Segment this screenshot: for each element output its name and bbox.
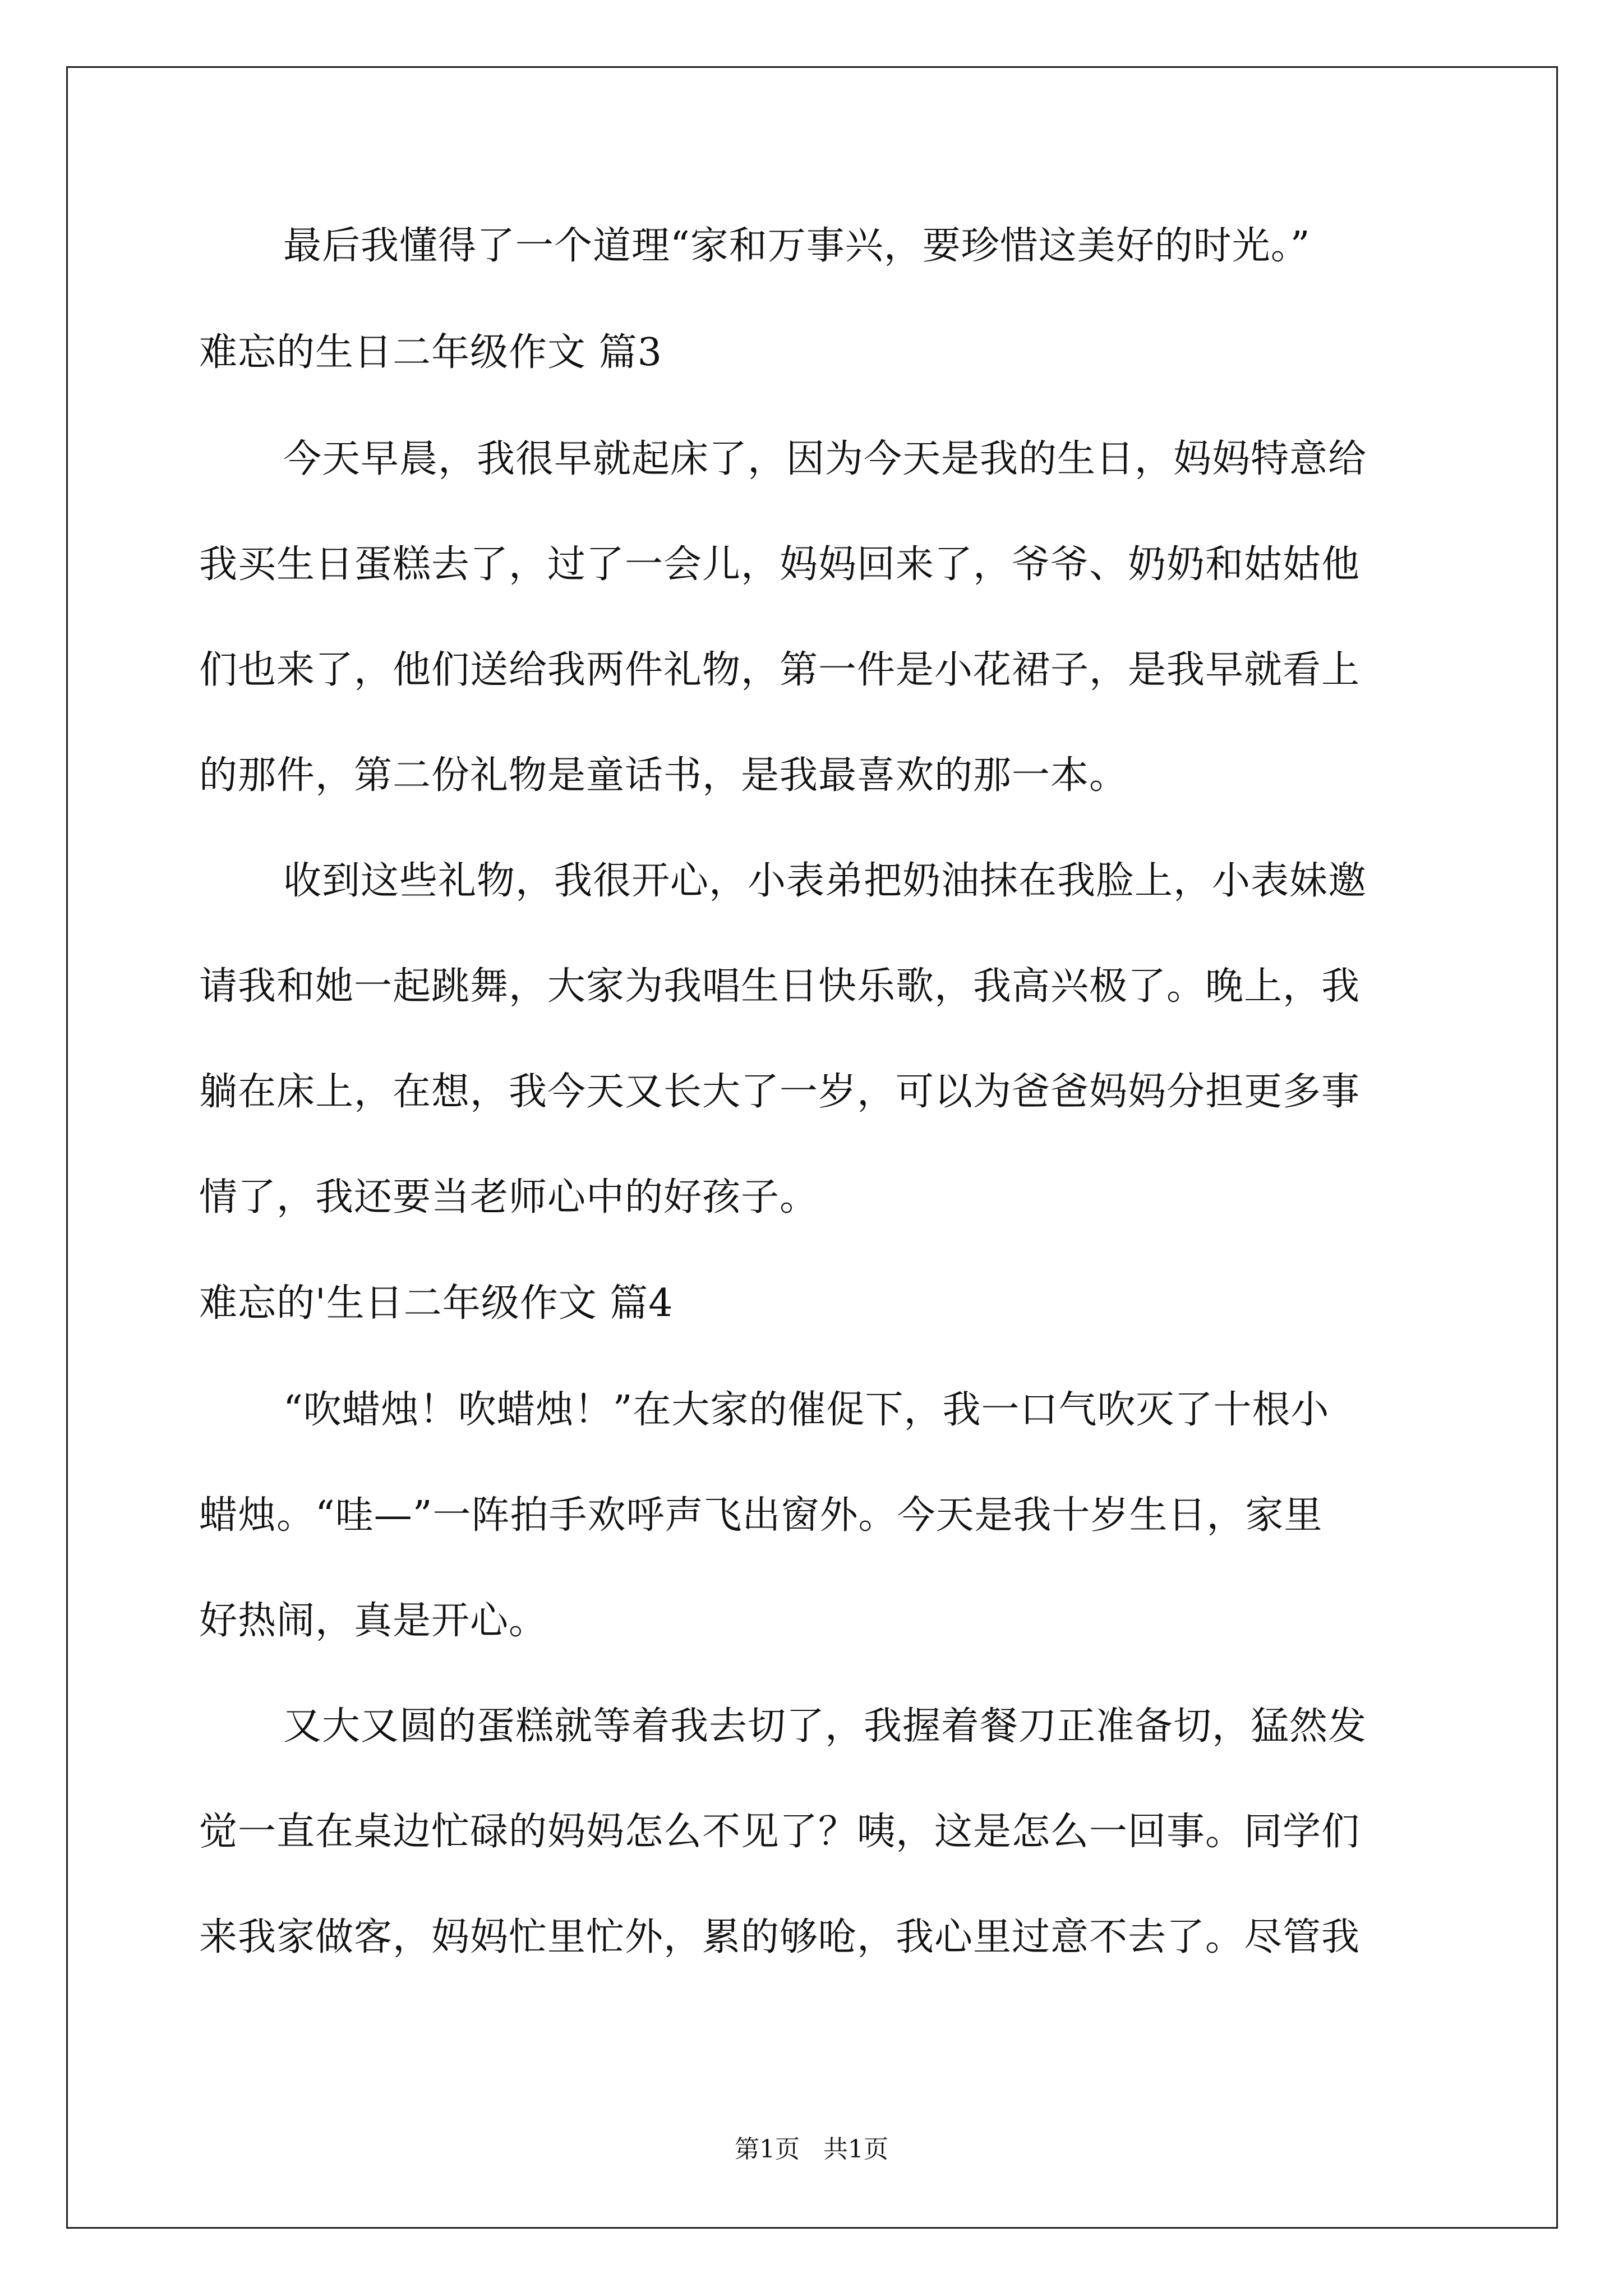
text-line: 最后我懂得了一个道理“家和万事兴，要珍惜这美好的时光。” xyxy=(283,224,1311,268)
text-line: 蜡烛。“哇—”一阵拍手欢呼声飞出窗外。今天是我十岁生日，家里 xyxy=(199,1493,1323,1538)
text-line: 躺在床上，在想，我今天又长大了一岁，可以为爸爸妈妈分担更多事 xyxy=(199,1070,1361,1114)
text-line: “吹蜡烛！吹蜡烛！”在大家的催促下，我一口气吹灭了十根小 xyxy=(283,1388,1330,1432)
text-line: 觉一直在桌边忙碌的妈妈怎么不见了？咦，这是怎么一回事。同学们 xyxy=(199,1810,1361,1854)
text-line: 请我和她一起跳舞，大家为我唱生日快乐歌，我高兴极了。晚上，我 xyxy=(199,964,1361,1009)
text-line: 好热闹，真是开心。 xyxy=(199,1599,548,1643)
text-line: 们也来了，他们送给我两件礼物，第一件是小花裙子，是我早就看上 xyxy=(199,648,1361,692)
section-heading: 难忘的'生日二年级作文 篇4 xyxy=(199,1281,674,1326)
page-border xyxy=(66,66,1558,2229)
text-line: 我买生日蛋糕去了，过了一会儿，妈妈回来了，爷爷、奶奶和姑姑他 xyxy=(199,542,1361,587)
page-number-total: 共1页 xyxy=(823,2135,888,2164)
page-number-current: 第1页 xyxy=(735,2135,800,2164)
text-line: 情了，我还要当老师心中的好孩子。 xyxy=(199,1175,819,1220)
section-heading: 难忘的生日二年级作文 篇3 xyxy=(199,330,662,375)
text-line: 来我家做客，妈妈忙里忙外，累的够呛，我心里过意不去了。尽管我 xyxy=(199,1915,1361,1959)
text-line: 又大又圆的蛋糕就等着我去切了，我握着餐刀正准备切，猛然发 xyxy=(283,1704,1367,1749)
text-line: 的那件，第二份礼物是童话书，是我最喜欢的那一本。 xyxy=(199,753,1128,798)
text-line: 今天早晨，我很早就起床了，因为今天是我的生日，妈妈特意给 xyxy=(283,437,1367,481)
text-line: 收到这些礼物，我很开心，小表弟把奶油抹在我脸上，小表妹邀 xyxy=(283,859,1367,903)
page-footer xyxy=(0,2137,1623,2162)
